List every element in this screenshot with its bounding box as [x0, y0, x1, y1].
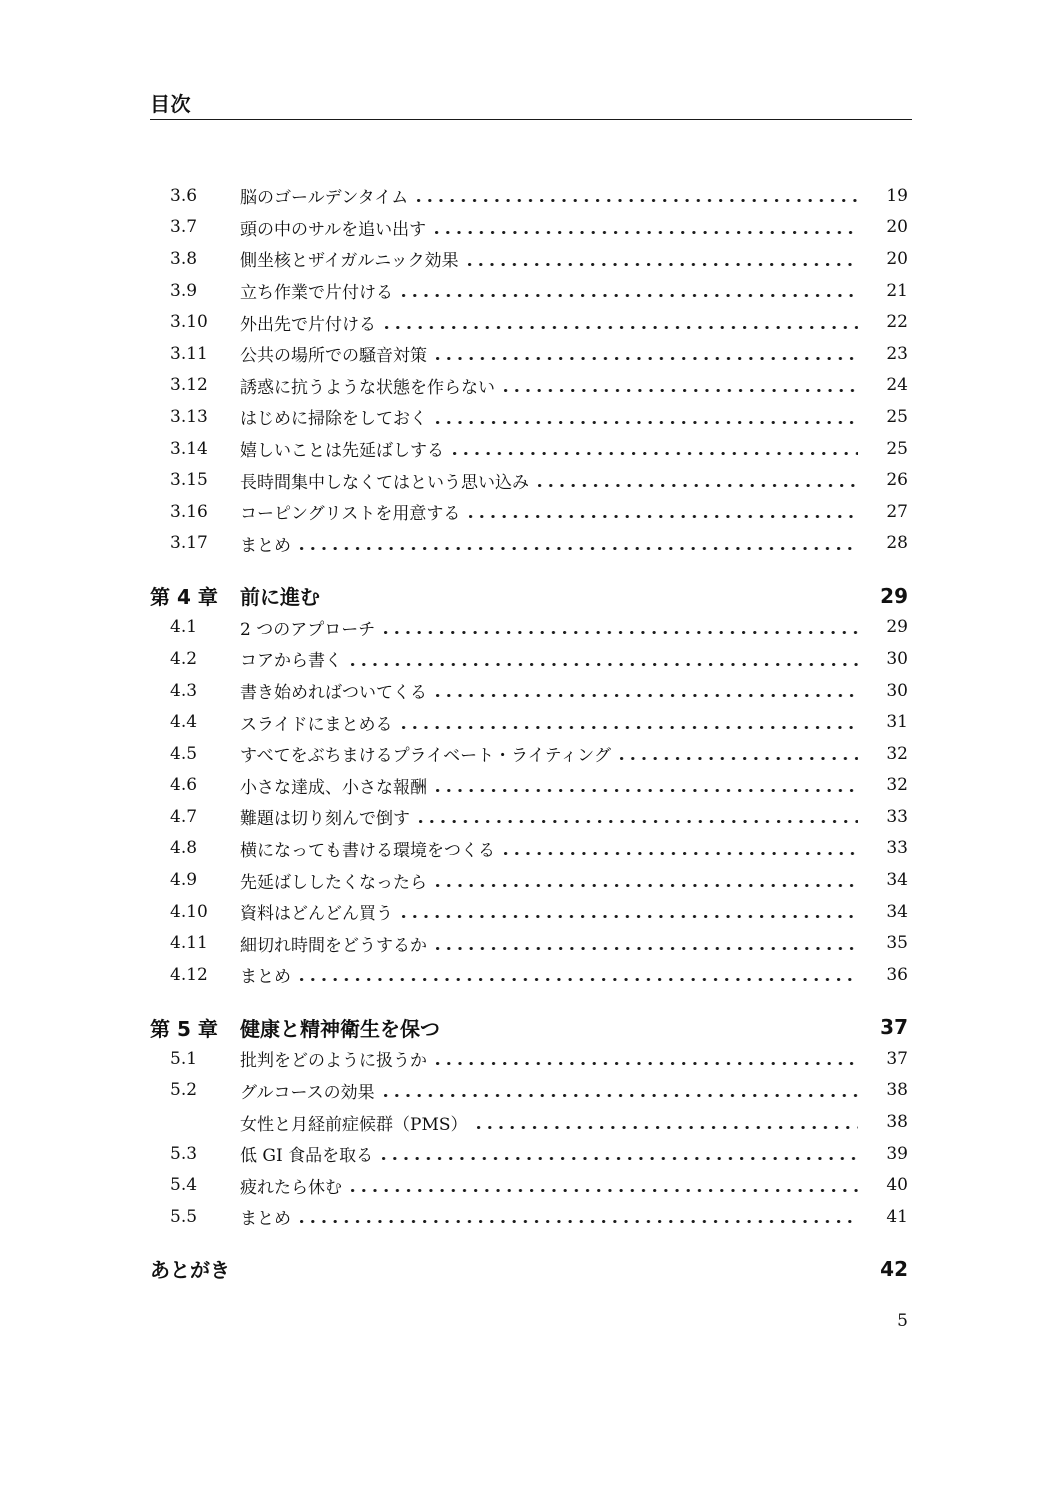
toc-entry-page-number: 40 [886, 1175, 908, 1196]
toc-entry-page-number: 42 [880, 1256, 908, 1281]
toc-row [150, 833, 908, 865]
toc-row [150, 1169, 908, 1201]
toc-entry-page-number: 20 [886, 248, 908, 269]
toc-entry-title: 資料はどんどん買う [240, 904, 393, 925]
toc-entry-page-number: 33 [886, 838, 908, 859]
toc-leader-dots [384, 612, 858, 644]
toc-entry-number: 4.9 [170, 870, 198, 891]
toc-entry-title: 批判をどのように扱うか [240, 1051, 427, 1072]
toc-leader-dots [239, 1253, 858, 1285]
toc-entry-page-number: 29 [880, 583, 908, 608]
toc-entry-number: 3.15 [170, 470, 208, 491]
toc-row [150, 306, 908, 338]
toc-leader-dots [468, 243, 858, 275]
toc-leader-dots [436, 401, 858, 433]
toc-row [150, 927, 908, 959]
toc-entry-number: 3.11 [170, 343, 208, 364]
toc-row [150, 1201, 908, 1233]
toc-entry-number: 3.16 [170, 501, 208, 522]
toc-entry-number: 3.9 [170, 280, 198, 301]
toc-entry-title: 立ち作業で片付ける [240, 283, 393, 304]
toc-leader-dots [436, 338, 858, 370]
toc-entry-page-number: 33 [886, 806, 908, 827]
toc-leader-dots [402, 896, 858, 928]
toc-entry-title: まとめ [240, 535, 291, 556]
toc-row [150, 1138, 908, 1170]
toc-row [150, 612, 908, 644]
toc-entry-title: 側坐核とザイガルニック効果 [240, 251, 459, 272]
toc-entry-page-number: 23 [886, 343, 908, 364]
toc-leader-dots [504, 833, 858, 865]
toc-entry-number: 3.17 [170, 533, 208, 554]
toc-leader-dots [436, 1043, 858, 1075]
toc-entry-page-number: 26 [886, 470, 908, 491]
toc-row [150, 1106, 908, 1138]
toc-row [150, 275, 908, 307]
toc-entry-page-number: 22 [886, 312, 908, 333]
toc-entry-number: 5.4 [170, 1175, 198, 1196]
toc-entry-title: すべてをぶちまけるプライベート・ライティング [240, 746, 611, 767]
toc-entry-page-number: 28 [886, 533, 908, 554]
toc-entry-number: 3.14 [170, 438, 208, 459]
toc-entry-title: 健康と精神衛生を保つ [240, 1016, 440, 1041]
toc-entry-number: 4.7 [170, 806, 198, 827]
toc-entry-page-number: 19 [886, 185, 908, 206]
toc-entry-title: 先延ばししたくなったら [240, 872, 427, 893]
toc-entry-page-number: 34 [886, 901, 908, 922]
toc-entry-number: 4.11 [170, 933, 208, 954]
toc-entry-number: 5.1 [170, 1048, 198, 1069]
toc-entry-title: 難題は切り刻んで倒す [240, 809, 410, 830]
toc-entry-title: グルコースの効果 [240, 1082, 375, 1103]
toc-entry-number: 4.4 [170, 712, 198, 733]
toc-entry-page-number: 34 [886, 870, 908, 891]
toc-row [150, 433, 908, 465]
toc-row [150, 959, 908, 991]
toc-entry-page-number: 31 [886, 712, 908, 733]
toc-entry-title: 女性と月経前症候群（PMS） [240, 1114, 468, 1135]
toc-leader-dots [435, 212, 858, 244]
toc-entry-title: 疲れたら休む [240, 1177, 342, 1198]
toc-leader-dots [453, 433, 858, 465]
toc-leader-dots [402, 275, 858, 307]
toc-leader-dots [417, 180, 858, 212]
toc-entry-page-number: 24 [886, 375, 908, 396]
toc-entry-number: 3.12 [170, 375, 208, 396]
toc-row [150, 801, 908, 833]
toc-leader-dots [477, 1106, 859, 1138]
toc-entry-title: 外出先で片付ける [240, 314, 376, 335]
toc-row [150, 496, 908, 528]
toc-entry-title: 書き始めればついてくる [240, 683, 427, 703]
toc-entry-number: 3.7 [170, 217, 198, 238]
toc-row [150, 212, 908, 244]
toc-leader-dots [419, 801, 858, 833]
toc-entry-page-number: 41 [886, 1206, 908, 1227]
toc-leader-dots [351, 643, 858, 675]
toc-list [150, 180, 908, 1285]
toc-entry-page-number: 38 [886, 1112, 908, 1133]
toc-entry-title: 頭の中のサルを追い出す [240, 219, 427, 240]
toc-entry-page-number: 20 [886, 217, 908, 238]
toc-row [150, 896, 908, 928]
toc-entry-title: あとがき [150, 1258, 230, 1283]
toc-leader-dots [436, 927, 858, 959]
toc-leader-dots [300, 959, 858, 991]
toc-entry-title: まとめ [240, 1209, 291, 1230]
toc-entry-page-number: 32 [886, 775, 908, 796]
toc-entry-number: 5.2 [170, 1080, 198, 1101]
toc-leader-dots [300, 1201, 858, 1233]
toc-leader-dots [329, 580, 858, 612]
toc-entry-page-number: 36 [886, 964, 908, 985]
toc-entry-title: コアから書く [240, 651, 342, 672]
toc-entry-title: 低 GI 食品を取る [240, 1146, 374, 1167]
toc-entry-title: 脳のゴールデンタイム [240, 188, 409, 209]
toc-leader-dots [300, 528, 858, 560]
toc-leader-dots [436, 675, 858, 707]
toc-entry-title: 細切れ時間をどうするか [240, 935, 427, 956]
toc-entry-page-number: 39 [886, 1143, 908, 1164]
toc-entry-number: 4.8 [170, 838, 198, 859]
toc-leader-dots [402, 706, 859, 738]
toc-entry-page-number: 25 [886, 438, 908, 459]
toc-leader-dots [351, 1169, 858, 1201]
toc-entry-title: 小さな達成、小さな報酬 [240, 777, 427, 798]
toc-leader-dots [382, 1138, 858, 1170]
toc-row [150, 401, 908, 433]
toc-row [150, 769, 908, 801]
toc-row [150, 370, 908, 402]
toc-row [150, 706, 908, 738]
toc-row [150, 675, 908, 707]
toc-entry-title: 嬉しいことは先延ばしする [240, 441, 444, 462]
toc-entry-title: 前に進む [240, 585, 320, 610]
toc-entry-number: 4.1 [170, 617, 198, 638]
toc-entry-number: 3.6 [170, 185, 198, 206]
toc-row [150, 643, 908, 675]
toc-row [150, 738, 908, 770]
toc-leader-dots [469, 496, 858, 528]
toc-entry-page-number: 37 [886, 1048, 908, 1069]
toc-row [150, 464, 908, 496]
toc-entry-page-number: 37 [880, 1015, 908, 1040]
toc-entry-number: 3.13 [170, 406, 208, 427]
toc-entry-page-number: 30 [886, 680, 908, 701]
toc-entry-number: 第 4 章 [150, 585, 218, 610]
page-header [150, 94, 912, 120]
toc-entry-number: 3.10 [170, 312, 208, 333]
toc-leader-dots [449, 1011, 858, 1043]
toc-entry-title: 2 つのアプローチ [240, 619, 376, 640]
toc-entry-page-number: 32 [886, 743, 908, 764]
toc-leader-dots [385, 306, 858, 338]
toc-entry-title: 公共の場所での騒音対策 [240, 346, 427, 367]
toc-entry-title: 誘惑に抗うような状態を作らない [240, 377, 495, 398]
toc-entry-number: 4.5 [170, 743, 198, 764]
toc-entry-title: はじめに掃除をしておく [240, 409, 427, 430]
toc-leader-dots [384, 1075, 858, 1107]
toc-entry-number: 4.12 [170, 964, 208, 985]
toc-entry-number: 4.6 [170, 775, 198, 796]
toc-entry-page-number: 21 [886, 280, 908, 301]
toc-entry-page-number: 27 [886, 501, 908, 522]
toc-entry-title: 横になっても書ける環境をつくる [240, 840, 495, 861]
toc-row [150, 1075, 908, 1107]
toc-row [150, 528, 908, 560]
toc-leader-dots [436, 864, 858, 896]
toc-entry-page-number: 30 [886, 648, 908, 669]
toc-leader-dots [620, 738, 858, 770]
toc-entry-number: 5.3 [170, 1143, 198, 1164]
toc-entry-number: 第 5 章 [150, 1016, 218, 1041]
toc-leader-dots [504, 370, 858, 402]
toc-row [150, 580, 908, 612]
toc-entry-page-number: 29 [886, 617, 908, 638]
toc-entry-number: 4.3 [170, 680, 198, 701]
toc-entry-number: 3.8 [170, 248, 198, 269]
toc-row [150, 1043, 908, 1075]
page-title: 目次 [150, 92, 191, 116]
toc-entry-title: コーピングリストを用意する [240, 504, 461, 525]
toc-row [150, 243, 908, 275]
toc-entry-page-number: 25 [886, 406, 908, 427]
toc-row [150, 1253, 908, 1285]
toc-leader-dots [436, 769, 858, 801]
toc-entry-title: まとめ [240, 967, 291, 988]
toc-row [150, 864, 908, 896]
toc-entry-number: 4.10 [170, 901, 208, 922]
toc-entry-number: 4.2 [170, 648, 198, 669]
toc-entry-title: スライドにまとめる [240, 714, 393, 735]
footer-page-number: 5 [897, 1311, 908, 1331]
toc-entry-page-number: 38 [886, 1080, 908, 1101]
toc-entry-number: 5.5 [170, 1206, 198, 1227]
toc-entry-page-number: 35 [886, 933, 908, 954]
toc-row [150, 338, 908, 370]
toc-row [150, 1011, 908, 1043]
toc-row [150, 180, 908, 212]
toc-entry-title: 長時間集中しなくてはという思い込み [240, 472, 529, 493]
toc-leader-dots [538, 464, 858, 496]
